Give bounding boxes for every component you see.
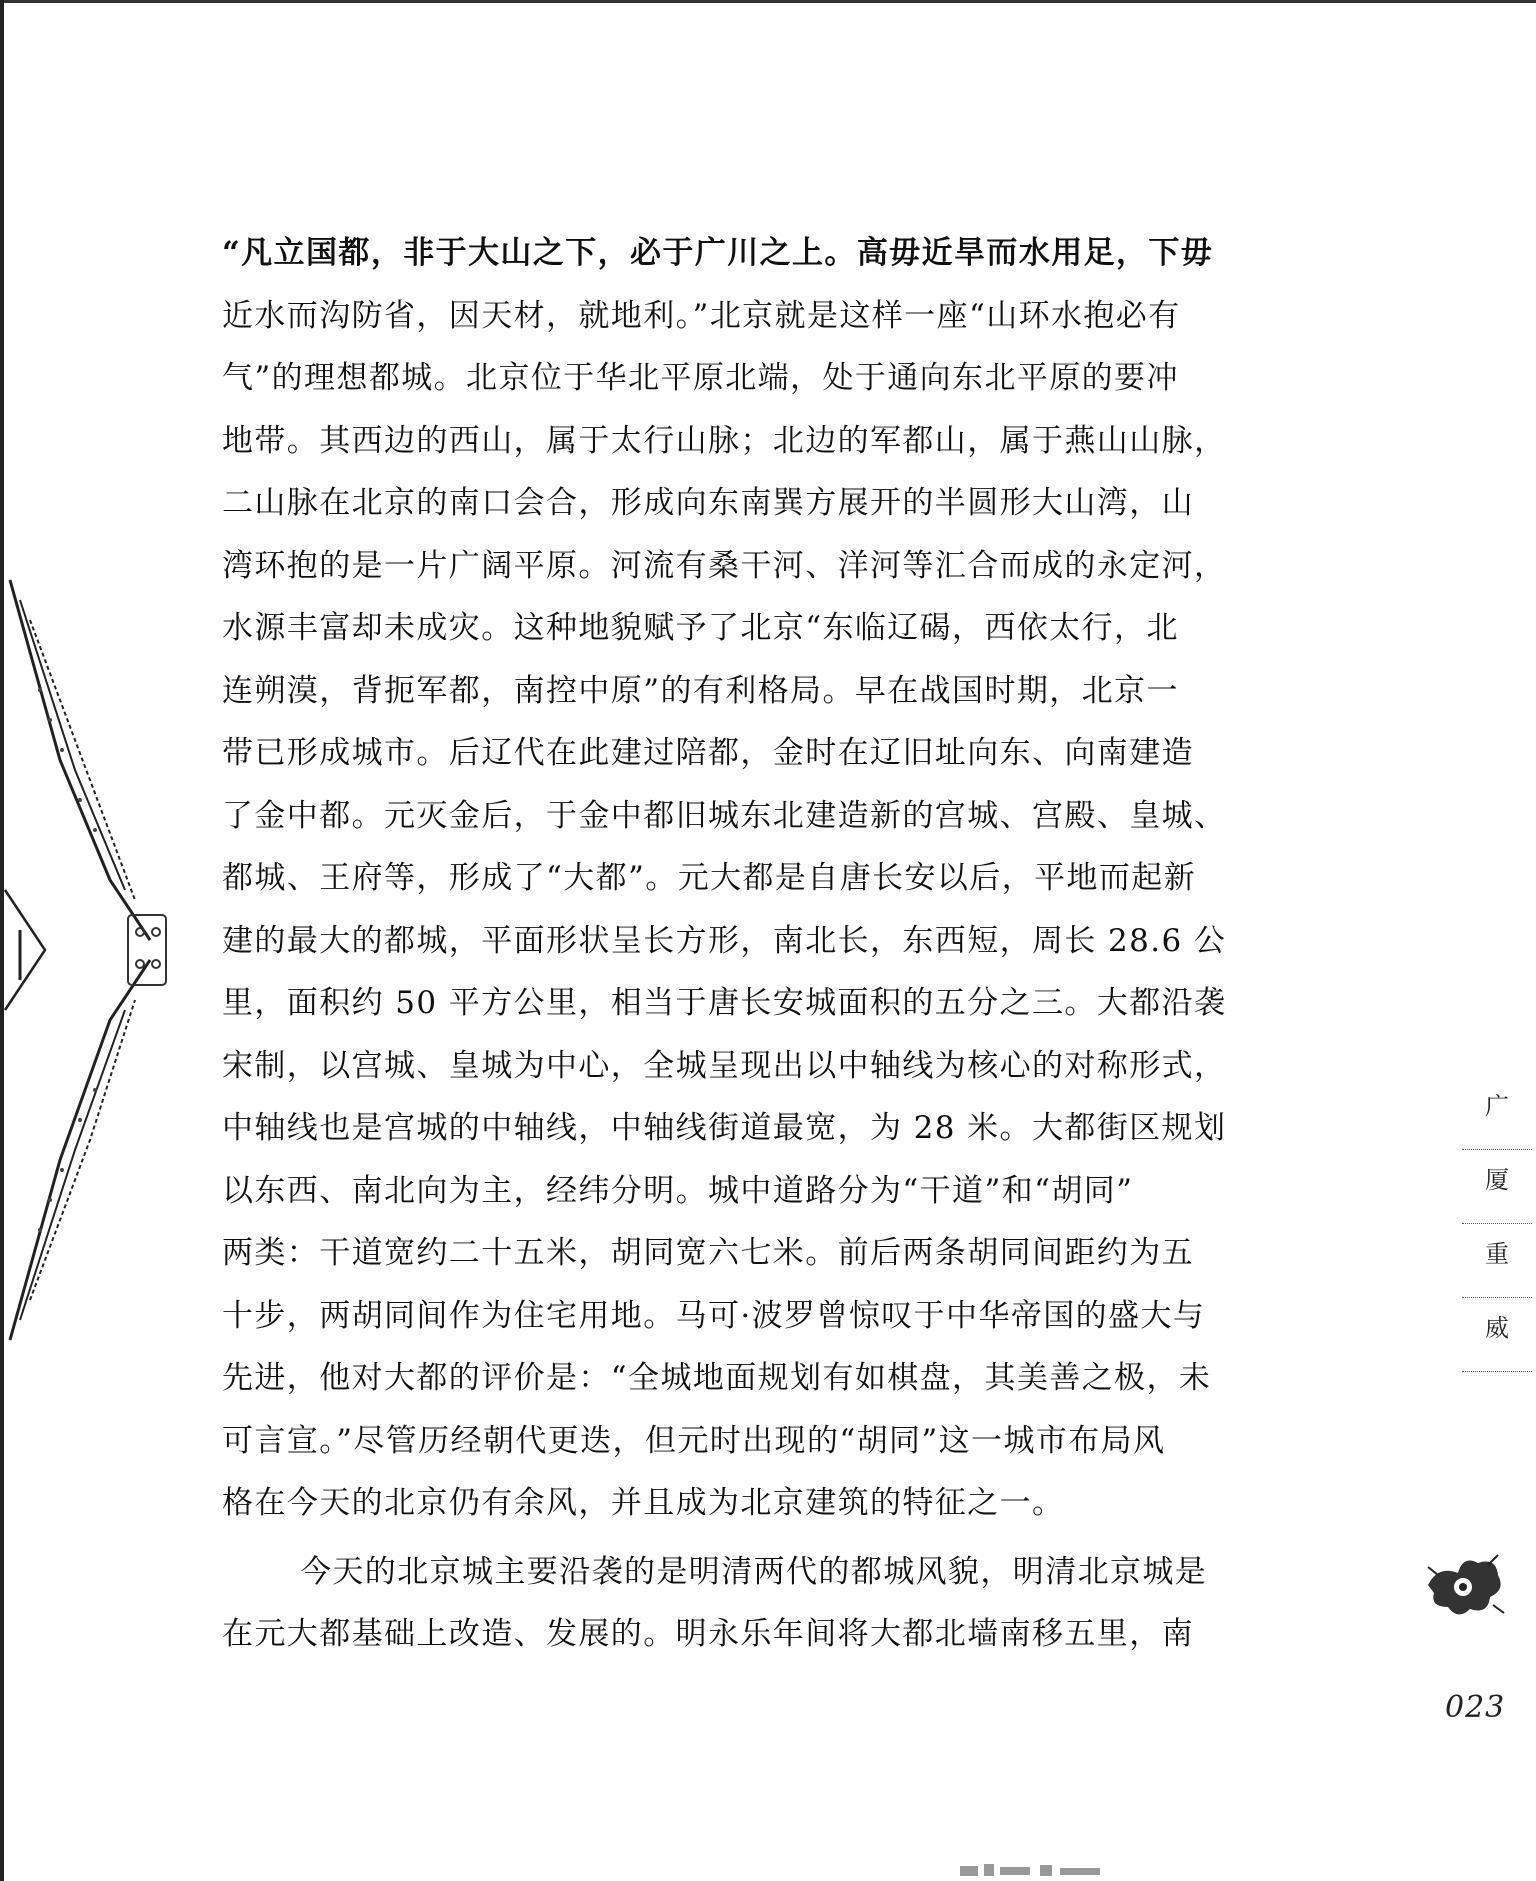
- scan-top-edge: [0, 0, 1536, 3]
- text-line: 中轴线也是宫城的中轴线，中轴线街道最宽，为 28 米。大都街区规划: [222, 1110, 1227, 1146]
- side-title: [1462, 1076, 1532, 1372]
- text-line: 湾环抱的是一片广阔平原。河流有桑干河、洋河等汇合而成的永定河，: [222, 547, 1227, 584]
- side-title-char: 威: [1462, 1298, 1532, 1372]
- body-text: [222, 222, 1377, 1666]
- side-title-char: 厦: [1462, 1150, 1532, 1224]
- roof-eave-ornament-icon: [0, 560, 170, 1360]
- page-number: 023: [1445, 1690, 1506, 1725]
- text-line: 近水而沟防省，因天材，就地利。”北京就是这样一座“山环水抱必有: [222, 297, 1181, 334]
- text-line: 带已形成城市。后辽代在此建过陪都，金时在辽旧址向东、向南建造: [222, 735, 1194, 771]
- text-line: 建的最大的都城，平面形状呈长方形，南北长，东西短，周长 28.6 公: [222, 922, 1227, 959]
- text-line: 格在今天的北京仍有余风，并且成为北京建筑的特征之一。: [222, 1485, 1065, 1521]
- text-line: 都城、王府等，形成了“大都”。元大都是自唐长安以后，平地而起新: [222, 860, 1197, 896]
- text-line: 二山脉在北京的南口会合，形成向东南巽方展开的半圆形大山湾，山: [222, 485, 1194, 521]
- text-line: 先进，他对大都的评价是：“全城地面规划有如棋盘，其美善之极，未: [222, 1360, 1212, 1396]
- text-line: 在元大都基础上改造、发展的。明永乐年间将大都北墙南移五里，南: [222, 1616, 1194, 1652]
- text-line: 地带。其西边的西山，属于太行山脉；北边的军都山，属于燕山山脉，: [222, 422, 1227, 459]
- text-line: 了金中都。元灭金后，于金中都旧城东北建造新的宫城、宫殿、皇城、: [222, 797, 1227, 834]
- side-title-char: 广: [1462, 1076, 1532, 1150]
- scan-smudge: [960, 1862, 1120, 1878]
- text-line: 两类：干道宽约二十五米，胡同宽六七米。前后两条胡同间距约为五: [222, 1235, 1194, 1271]
- flower-ornament-icon: [1418, 1545, 1508, 1625]
- text-line: 气”的理想都城。北京位于华北平原北端，处于通向东北平原的要冲: [222, 360, 1179, 396]
- text-line: 今天的北京城主要沿袭的是明清两代的都城风貌，明清北京城是: [300, 1553, 1208, 1590]
- text-line: 里，面积约 50 平方公里，相当于唐长安城面积的五分之三。大都沿袭: [222, 985, 1227, 1021]
- text-line: 宋制，以宫城、皇城为中心，全城呈现出以中轴线为核心的对称形式，: [222, 1047, 1227, 1084]
- text-line: 连朔漠，背扼军都，南控中原”的有利格局。早在战国时期，北京一: [222, 672, 1179, 709]
- text-line: 十步，两胡同间作为住宅用地。马可·波罗曾惊叹于中华帝国的盛大与: [222, 1297, 1206, 1334]
- text-line: 可言宣。”尽管历经朝代更迭，但元时出现的“胡同”这一城市布局风: [222, 1422, 1166, 1459]
- text-line: 以东西、南北向为主，经纬分明。城中道路分为“干道”和“胡同”: [222, 1172, 1134, 1209]
- side-title-char: 重: [1462, 1224, 1532, 1298]
- text-line: “凡立国都，非于大山之下，必于广川之上。高毋近旱而水用足，下毋: [222, 235, 1214, 271]
- text-line: 水源丰富却未成灾。这种地貌赋予了北京“东临辽碣，西依太行，北: [222, 610, 1179, 646]
